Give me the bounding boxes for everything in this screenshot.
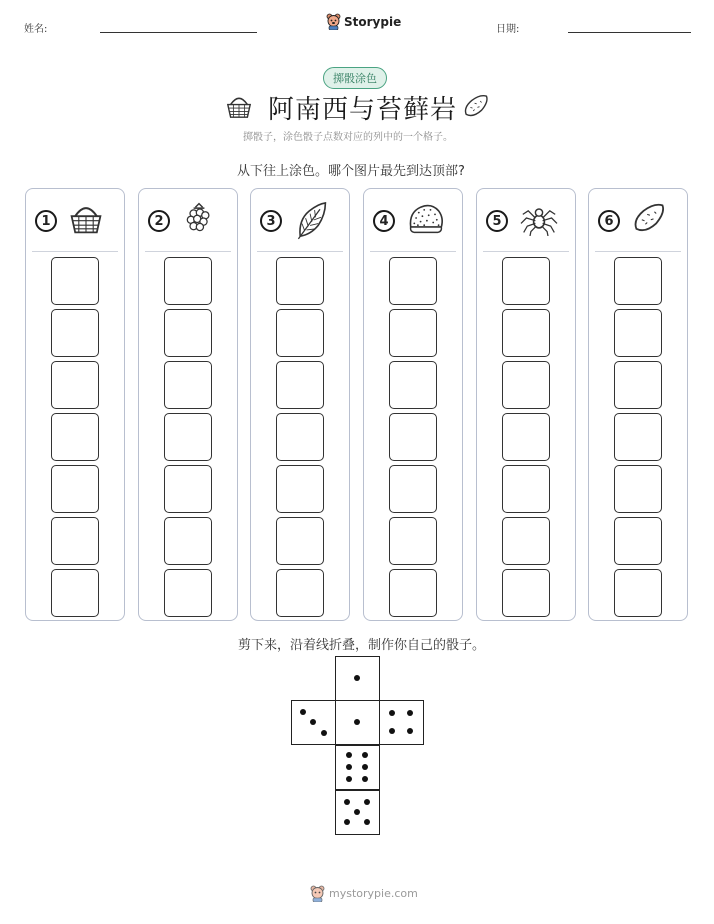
color-box[interactable] bbox=[389, 465, 437, 513]
column-2 bbox=[138, 188, 238, 621]
column-number: 3 bbox=[260, 210, 282, 232]
color-box[interactable] bbox=[51, 465, 99, 513]
die-pip bbox=[346, 752, 352, 758]
die-pip bbox=[310, 719, 316, 725]
color-box[interactable] bbox=[502, 569, 550, 617]
footer-url[interactable]: mystorypie.com bbox=[329, 887, 418, 900]
storypie-bear-icon bbox=[310, 885, 325, 902]
die-pip bbox=[300, 709, 306, 715]
color-box[interactable] bbox=[276, 257, 324, 305]
color-box[interactable] bbox=[502, 517, 550, 565]
color-box[interactable] bbox=[51, 517, 99, 565]
color-box[interactable] bbox=[51, 361, 99, 409]
color-box[interactable] bbox=[502, 465, 550, 513]
die-face-1 bbox=[335, 700, 380, 745]
color-box[interactable] bbox=[389, 257, 437, 305]
color-box[interactable] bbox=[614, 309, 662, 357]
date-line[interactable] bbox=[568, 32, 691, 33]
storypie-bear-icon bbox=[326, 13, 341, 30]
column-divider bbox=[32, 251, 118, 252]
color-box[interactable] bbox=[502, 413, 550, 461]
column-number: 5 bbox=[486, 210, 508, 232]
die-pip bbox=[362, 752, 368, 758]
color-box[interactable] bbox=[276, 465, 324, 513]
die-pip bbox=[354, 675, 360, 681]
column-6 bbox=[588, 188, 688, 621]
die-pip bbox=[389, 710, 395, 716]
mossy-rock-icon bbox=[406, 200, 446, 240]
sweet-potato-icon bbox=[631, 200, 667, 240]
column-divider bbox=[257, 251, 343, 252]
die-pip bbox=[389, 728, 395, 734]
name-line[interactable] bbox=[100, 32, 257, 33]
column-number: 1 bbox=[35, 210, 57, 232]
color-box[interactable] bbox=[276, 361, 324, 409]
leaf-icon bbox=[293, 200, 329, 244]
color-box[interactable] bbox=[51, 413, 99, 461]
color-box[interactable] bbox=[614, 361, 662, 409]
die-face-3 bbox=[291, 700, 336, 745]
color-box[interactable] bbox=[389, 361, 437, 409]
column-1 bbox=[25, 188, 125, 621]
date-label: 日期: bbox=[496, 24, 520, 35]
color-box[interactable] bbox=[614, 517, 662, 565]
die-face-1 bbox=[335, 656, 380, 701]
color-box[interactable] bbox=[164, 517, 212, 565]
color-box[interactable] bbox=[276, 517, 324, 565]
cut-instruction: 剪下来，沿着线折叠，制作你自己的骰子。 bbox=[238, 638, 486, 653]
color-box[interactable] bbox=[51, 257, 99, 305]
die-pip bbox=[364, 799, 370, 805]
color-box[interactable] bbox=[51, 309, 99, 357]
sweet-potato-icon bbox=[462, 92, 490, 120]
color-box[interactable] bbox=[502, 361, 550, 409]
die-pip bbox=[364, 819, 370, 825]
spider-icon bbox=[519, 200, 559, 240]
color-box[interactable] bbox=[276, 309, 324, 357]
page-title: 阿南西与苔藓岩 bbox=[268, 95, 458, 125]
column-4 bbox=[363, 188, 463, 621]
color-box[interactable] bbox=[614, 465, 662, 513]
column-divider bbox=[370, 251, 456, 252]
column-number: 2 bbox=[148, 210, 170, 232]
color-box[interactable] bbox=[164, 257, 212, 305]
color-box[interactable] bbox=[276, 413, 324, 461]
color-box[interactable] bbox=[614, 413, 662, 461]
raspberry-icon bbox=[181, 200, 217, 240]
activity-badge: 掷骰涂色 bbox=[323, 67, 387, 89]
die-pip bbox=[346, 776, 352, 782]
die-pip bbox=[354, 809, 360, 815]
column-divider bbox=[145, 251, 231, 252]
die-pip bbox=[362, 764, 368, 770]
die-pip bbox=[354, 719, 360, 725]
color-box[interactable] bbox=[389, 569, 437, 617]
color-box[interactable] bbox=[502, 257, 550, 305]
die-face-5 bbox=[335, 790, 380, 835]
color-box[interactable] bbox=[502, 309, 550, 357]
column-number: 4 bbox=[373, 210, 395, 232]
color-box[interactable] bbox=[389, 517, 437, 565]
die-pip bbox=[344, 799, 350, 805]
color-box[interactable] bbox=[614, 569, 662, 617]
footer bbox=[310, 885, 418, 902]
color-box[interactable] bbox=[164, 309, 212, 357]
color-box[interactable] bbox=[389, 309, 437, 357]
column-number: 6 bbox=[598, 210, 620, 232]
color-box[interactable] bbox=[164, 361, 212, 409]
subtitle: 掷骰子，涂色骰子点数对应的列中的一个格子。 bbox=[243, 132, 453, 143]
color-box[interactable] bbox=[164, 569, 212, 617]
die-pip bbox=[407, 728, 413, 734]
die-pip bbox=[362, 776, 368, 782]
die-pip bbox=[346, 764, 352, 770]
die-face-6 bbox=[335, 745, 380, 790]
brand-logo bbox=[326, 13, 401, 30]
brand-name: Storypie bbox=[344, 14, 402, 29]
die-pip bbox=[321, 730, 327, 736]
die-pip bbox=[344, 819, 350, 825]
column-divider bbox=[483, 251, 569, 252]
color-box[interactable] bbox=[51, 569, 99, 617]
die-pip bbox=[407, 710, 413, 716]
basket-icon bbox=[68, 200, 104, 240]
column-5 bbox=[476, 188, 576, 621]
basket-icon bbox=[225, 92, 253, 120]
color-box[interactable] bbox=[164, 465, 212, 513]
color-box[interactable] bbox=[389, 413, 437, 461]
name-label: 姓名: bbox=[24, 24, 48, 35]
column-3 bbox=[250, 188, 350, 621]
die-face-4 bbox=[379, 700, 424, 745]
column-divider bbox=[595, 251, 681, 252]
instruction: 从下往上涂色。哪个图片最先到达顶部? bbox=[237, 164, 465, 179]
color-box[interactable] bbox=[276, 569, 324, 617]
color-box[interactable] bbox=[164, 413, 212, 461]
color-box[interactable] bbox=[614, 257, 662, 305]
